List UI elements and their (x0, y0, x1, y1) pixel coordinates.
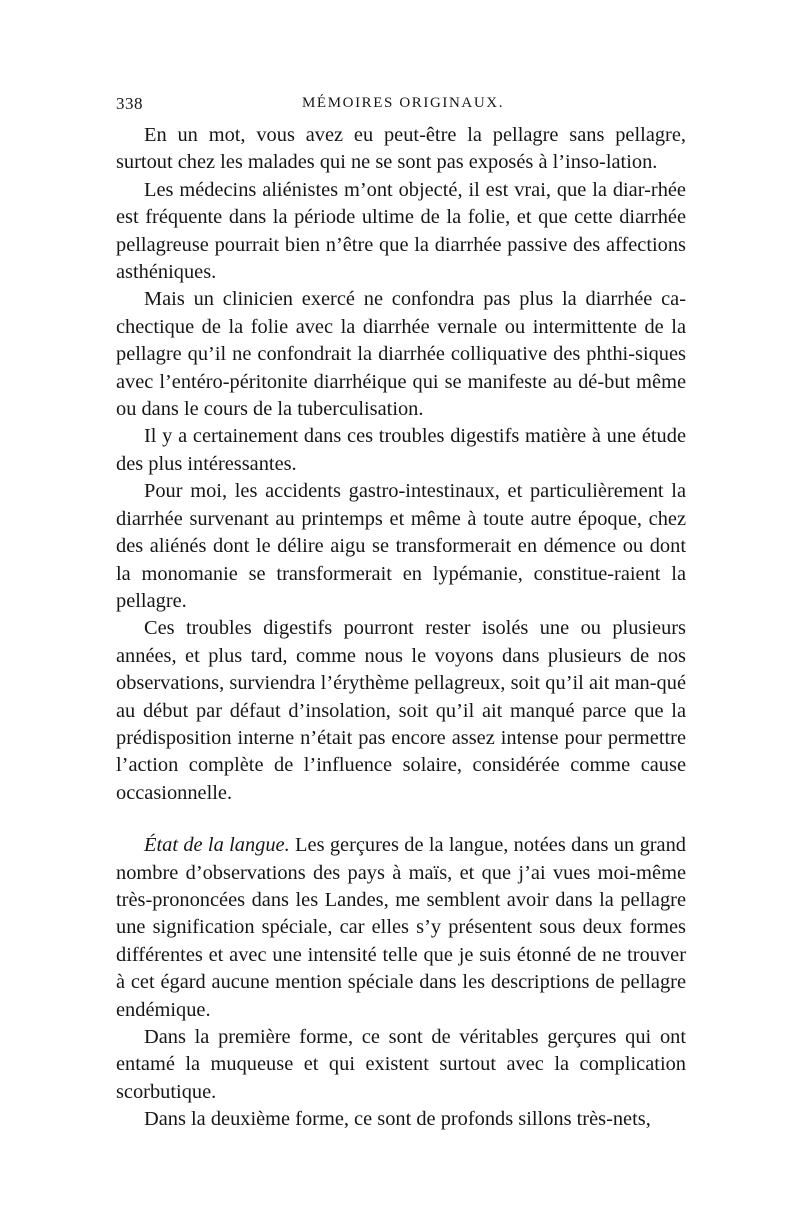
paragraph-5: Pour moi, les accidents gastro-intestinaux, et particulièrement la diarrhée survenant au printemps et même à toute autre époque, chez des aliénés dont le délire aigu se transformerait en démence ou dont la monomanie se transformerait en lypémanie, constitue-raient la pellagre. (116, 480, 686, 612)
paragraph-7-text: Les gerçures de la langue, notées dans un grand nombre d’observations des pays à maïs, et que j’ai vues moi-même très-prononcées dans les Landes, me semblent avoir dans la pellagre une signification spéciale, car elles s’y présentent sous deux formes différentes et avec une intensité telle que je suis étonné de ne trouver à cet égard aucune mention spéciale dans les descriptions de pellagre endémique. (116, 834, 686, 1021)
page-number: 338 (116, 94, 143, 113)
running-title: MÉMOIRES ORIGINAUX. (302, 95, 505, 111)
paragraph-8: Dans la première forme, ce sont de véritables gerçures qui ont entamé la muqueuse et qui existent surtout avec la complication scorbutique. (116, 1026, 686, 1103)
paragraph-6: Ces troubles digestifs pourront rester isolés une ou plusieurs années, et plus tard, comme nous le voyons dans plusieurs de nos observations, surviendra l’érythème pellagreux, soit qu’il ait man-qué au début par défaut d’insolation, soit qu’il ait manqué parce que la prédisposition interne n’était pas encore assez intense pour permettre l’action complète de l’influence solaire, considérée comme cause occasionnelle. (116, 617, 686, 804)
paragraph-4: Il y a certainement dans ces troubles digestifs matière à une étude des plus intéressantes. (116, 425, 686, 475)
paragraph-3: Mais un clinicien exercé ne confondra pas plus la diarrhée ca-chectique de la folie avec la diarrhée vernale ou intermittente de la pellagre qu’il ne confondrait la diarrhée colliquative des phthi-siques avec l’entéro-péritonite diarrhéique qui se manifeste au dé-but même ou dans le cours de la tuberculisation. (116, 288, 686, 421)
paragraph-2: Les médecins aliénistes m’ont objecté, il est vrai, que la diar-rhée est fréquente dans la période ultime de la folie, et que cette diarrhée pellagreuse pourrait bien n’être que la diarrhée passive des affections asthéniques. (116, 178, 686, 284)
paragraph-7 (116, 832, 686, 1024)
paragraph-9: Dans la deuxième forme, ce sont de profonds sillons très-nets, (144, 1108, 651, 1131)
running-header (116, 94, 686, 120)
section-title: État de la langue. (144, 834, 290, 857)
paragraph-1: En un mot, vous avez eu peut-être la pellagre sans pellagre, surtout chez les malades qui ne se sont pas exposés à l’inso-lation. (116, 124, 686, 174)
body-text (116, 122, 686, 1134)
